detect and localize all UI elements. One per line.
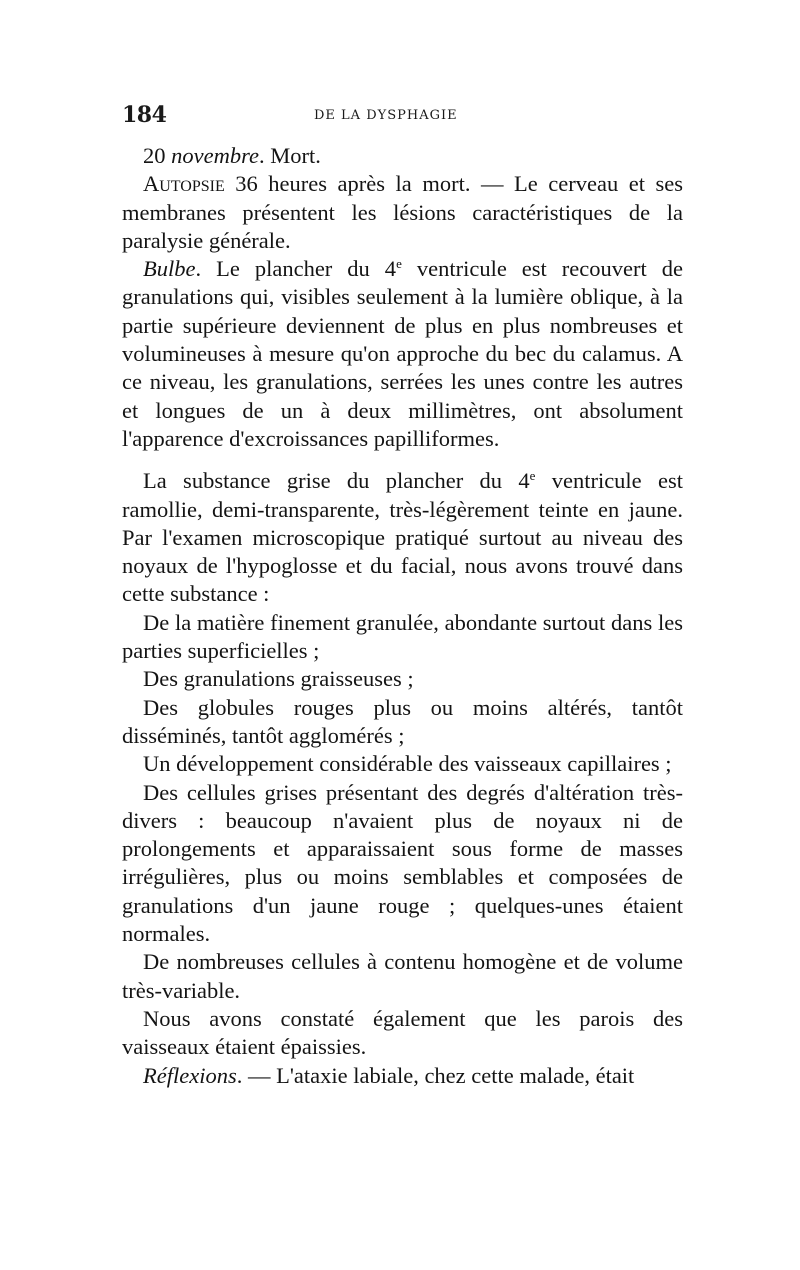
paragraph-matiere [122,609,683,666]
paragraph-substance [122,467,683,608]
text-run: 20 [143,143,172,168]
body-text [122,142,683,1090]
page-header [122,102,682,132]
text-run: ventricule est ramollie, demi-transparente, très-légèrement teinte en jaune. Par l'examen microscopique pratiqué surtout au niveau des noyaux de l'hypoglosse et du facial, nous avons trouvé dans cette substance : [122,468,683,607]
paragraph-globules [122,694,683,751]
paragraph-vaisseaux [122,750,683,778]
running-head: DE LA DYSPHAGIE [314,108,458,123]
text-run: La substance grise du plancher du 4 [143,468,530,494]
italic-text: novembre [171,143,260,168]
text-run: . Mort. [259,143,321,168]
paragraph-parois [122,1005,683,1062]
superscript-text: e [396,256,402,272]
paragraph-date [122,142,683,170]
text-run: 36 heures après la mort. — Le cerveau et ses membranes présentent les lésions caractéristiques de la paralysie générale. [122,171,683,253]
text-run: ventricule est recouvert de granulations qui, visibles seulement à la lumière oblique, à la partie supérieure deviennent de plus en plus nombreuses et volumineuses à mesure qu'on approche du bec du calamus. A ce niveau, les granulations, serrées les unes contre les autres et longues de un à deux millimètres, ont absolument l'apparence d'excroissances papilliformes. [122,256,683,451]
superscript-text: e [529,468,536,484]
text-run: De la matière finement granulée, abondante surtout dans les parties superficielles ; [122,609,683,664]
paragraph-bulbe [122,255,683,453]
text-run: Un développement considérable des vaisseaux capillaires ; [143,751,672,777]
paragraph-cellules-homogene [122,948,683,1005]
text-run: Des granulations graisseuses ; [143,666,414,692]
text-run: De nombreuses cellules à contenu homogène et de volume très-variable. [122,949,683,1003]
page-number: 184 [122,102,167,128]
paragraph-gap [122,453,683,467]
text-run: . Le plancher du 4 [195,256,397,282]
smallcaps-text: Autopsie [143,171,225,197]
italic-text: Réflexions [143,1062,237,1088]
paragraph-autopsie [122,170,683,255]
text-run: Nous avons constaté également que les parois des vaisseaux étaient épaissies. [122,1005,683,1060]
italic-text: Bulbe [143,256,196,282]
paragraph-reflexions [122,1062,683,1090]
paragraph-cellules-grises [122,779,683,949]
text-run: Des cellules grises présentant des degrés d'altération très-divers : beaucoup n'avaient plus de noyaux ni de prolongements et apparaissaient sous forme de masses irrégulières, plus ou moins semblables et composées de granulations d'un jaune rouge ; quelques-unes étaient normales. [122,779,683,947]
text-run: . — L'ataxie labiale, chez cette malade, était [236,1062,635,1088]
paragraph-granulations [122,665,683,693]
text-run: Des globules rouges plus ou moins altérés, tantôt disséminés, tantôt agglomérés ; [122,694,683,748]
